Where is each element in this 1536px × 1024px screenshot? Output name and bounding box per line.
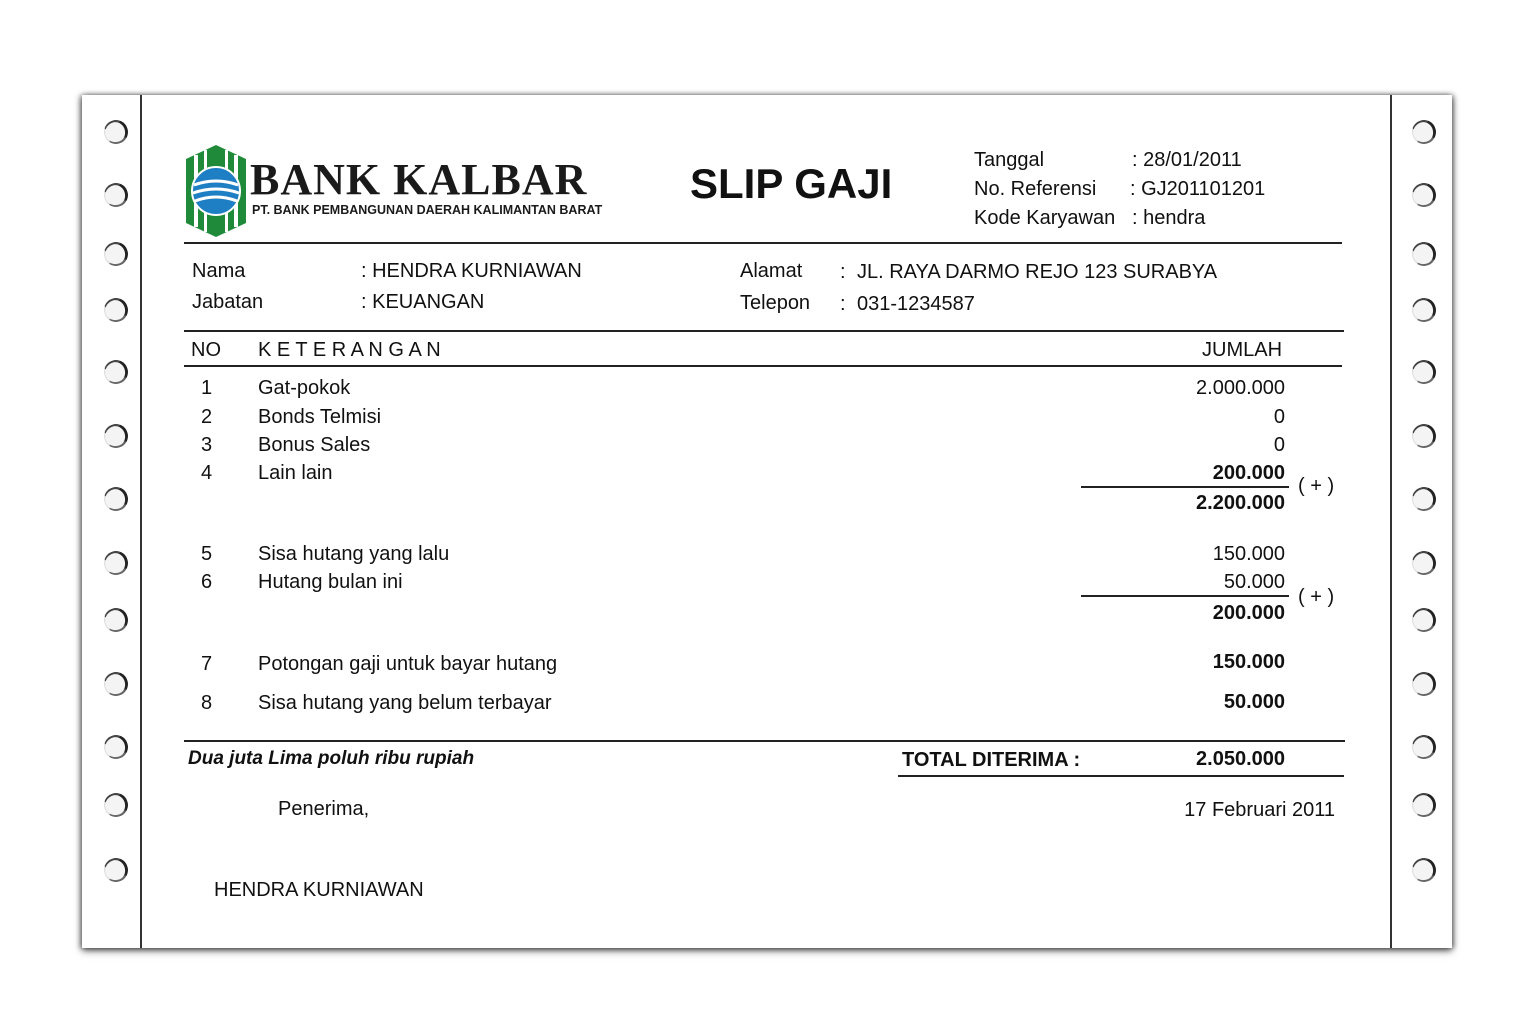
referensi-label: No. Referensi [974, 178, 1097, 200]
telepon-colon: : [840, 293, 846, 315]
table-bottom-divider [184, 740, 1345, 742]
tanggal-label: Tanggal [974, 149, 1045, 171]
telepon-value: 031-1234587 [857, 293, 975, 315]
row-desc: Hutang bulan ini [258, 571, 403, 593]
alamat-value: JL. RAYA DARMO REJO 123 SURABYA [857, 261, 1218, 283]
row-no: 8 [201, 692, 213, 714]
header-divider [184, 242, 1342, 244]
left-perforation-line [140, 95, 142, 948]
plus-marker: ( + ) [1298, 586, 1335, 608]
bank-name: BANK KALBAR [250, 155, 588, 204]
alamat-colon: : [840, 261, 846, 283]
col-jumlah-header: JUMLAH [1202, 339, 1283, 361]
jabatan-value: : KEUANGAN [361, 291, 485, 313]
bank-subtitle: PT. BANK PEMBANGUNAN DAERAH KALIMANTAN BARAT [252, 203, 603, 217]
telepon-label: Telepon [740, 292, 811, 314]
subtotal-amount: 2.200.000 [1196, 492, 1285, 514]
row-amount: 200.000 [1212, 462, 1285, 484]
bank-kalbar-logo-icon [186, 145, 246, 237]
right-perforation-line [1390, 95, 1392, 948]
col-no-header: NO [191, 339, 221, 361]
penerima-label: Penerima, [278, 798, 370, 820]
row-desc: Bonds Telmisi [258, 406, 382, 428]
row-amount: 50.000 [1223, 691, 1285, 713]
nama-value: : HENDRA KURNIAWAN [361, 260, 582, 282]
subtotal-line [1081, 595, 1289, 597]
signature-name: HENDRA KURNIAWAN [214, 879, 424, 901]
row-no: 1 [201, 377, 213, 399]
row-amount: 50.000 [1223, 571, 1285, 593]
col-keterangan-header: K E T E R A N G A N [258, 339, 441, 361]
row-desc: Bonus Sales [258, 434, 371, 456]
terbilang-text: Dua juta Lima poluh ribu rupiah [188, 748, 475, 769]
row-no: 7 [201, 653, 213, 675]
row-desc: Sisa hutang yang lalu [258, 543, 450, 565]
table-top-divider [184, 330, 1344, 332]
row-no: 4 [201, 462, 213, 484]
row-desc: Lain lain [258, 462, 333, 484]
row-amount: 0 [1273, 406, 1285, 428]
row-amount: 150.000 [1212, 651, 1285, 673]
referensi-value: : GJ201101201 [1130, 178, 1266, 200]
subtotal-line [1081, 486, 1289, 488]
table-header-divider [184, 365, 1342, 367]
page-title: SLIP GAJI [690, 160, 893, 207]
slip-date: 17 Februari 2011 [1184, 799, 1335, 821]
row-no: 5 [201, 543, 213, 565]
alamat-label: Alamat [740, 260, 803, 282]
row-no: 3 [201, 434, 213, 456]
row-no: 6 [201, 571, 213, 593]
row-amount: 0 [1273, 434, 1285, 456]
row-amount: 2.000.000 [1196, 377, 1285, 399]
nama-label: Nama [192, 260, 246, 282]
kode-karyawan-value: : hendra [1132, 207, 1206, 229]
row-amount: 150.000 [1212, 543, 1285, 565]
plus-marker: ( + ) [1298, 475, 1335, 497]
tanggal-value: : 28/01/2011 [1132, 149, 1242, 171]
row-no: 2 [201, 406, 213, 428]
total-value: 2.050.000 [1196, 748, 1285, 770]
total-underline [898, 775, 1344, 777]
total-label: TOTAL DITERIMA : [902, 749, 1081, 771]
row-desc: Sisa hutang yang belum terbayar [258, 692, 552, 714]
kode-karyawan-label: Kode Karyawan [974, 207, 1116, 229]
subtotal-amount: 200.000 [1212, 602, 1285, 624]
row-desc: Potongan gaji untuk bayar hutang [258, 653, 558, 675]
row-desc: Gat-pokok [258, 377, 351, 399]
jabatan-label: Jabatan [192, 291, 264, 313]
